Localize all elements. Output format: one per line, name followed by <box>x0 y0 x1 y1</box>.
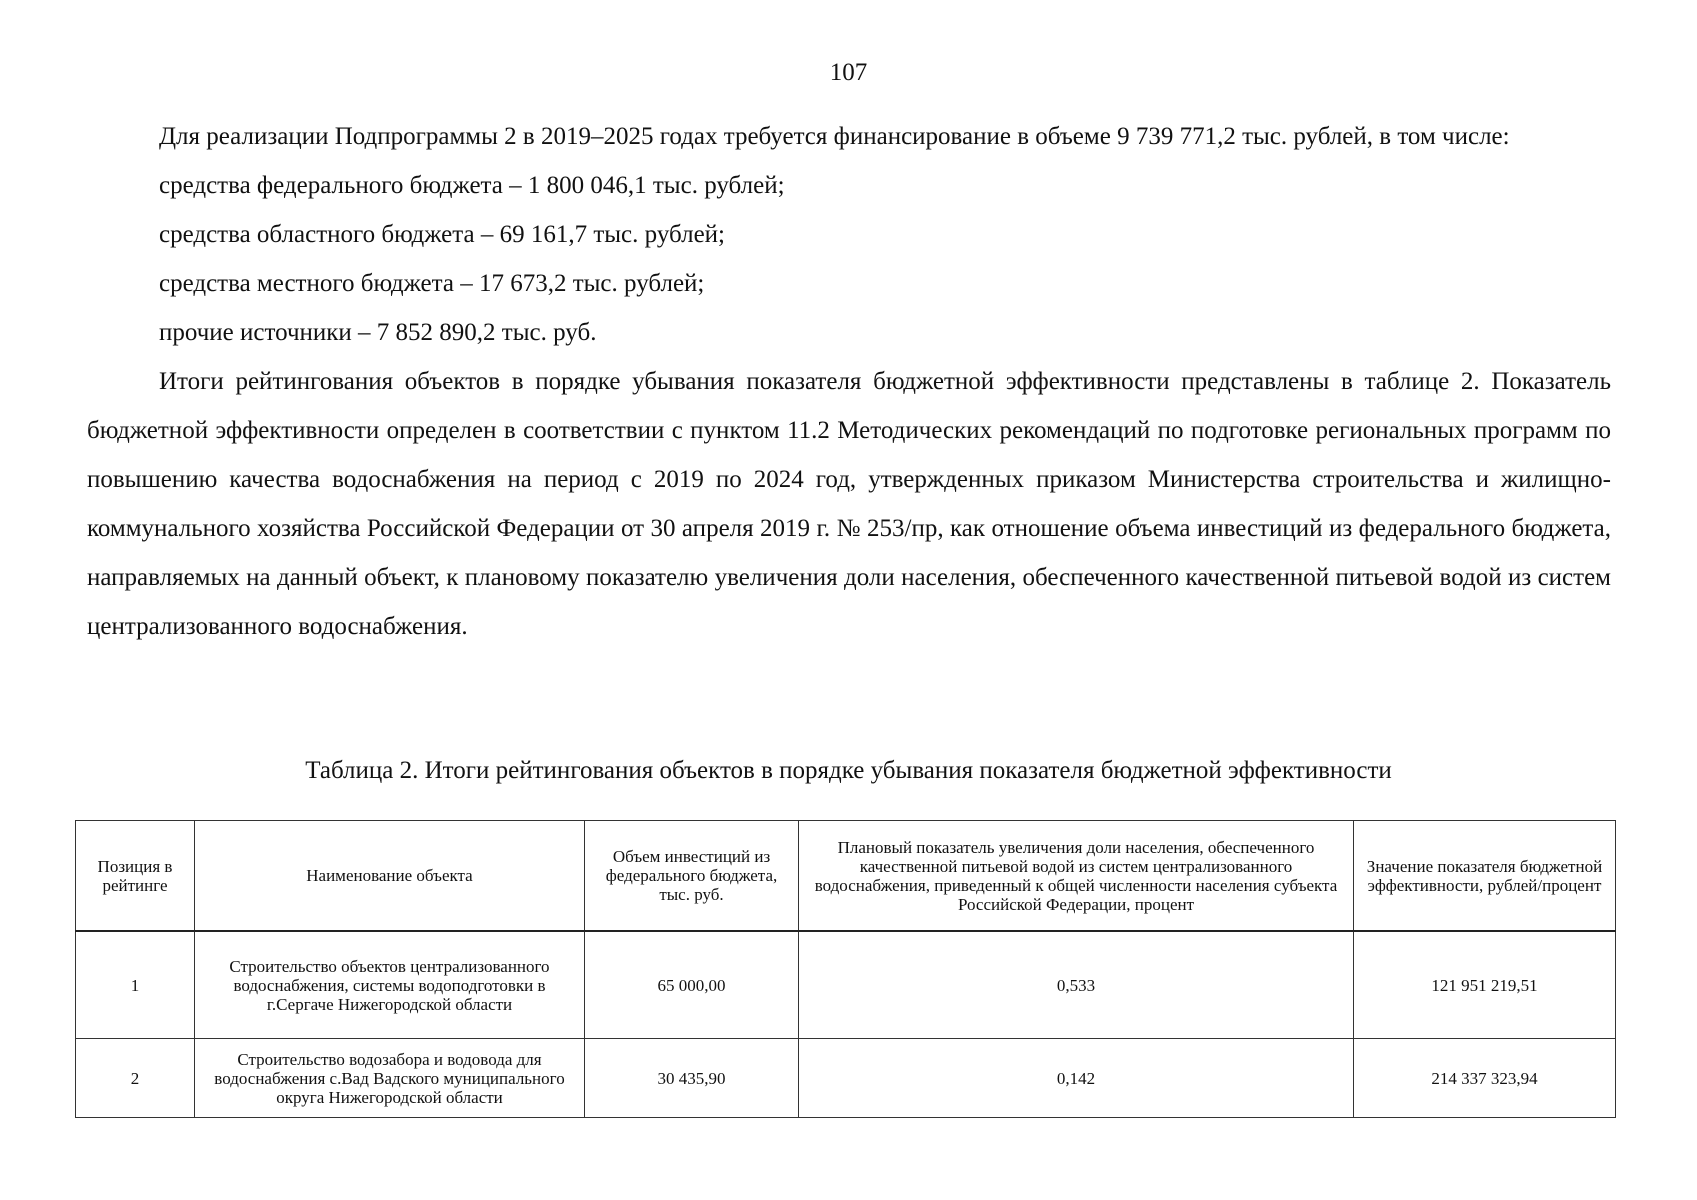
cell-position: 2 <box>76 1039 195 1118</box>
cell-efficiency-value: 214 337 323,94 <box>1354 1039 1616 1118</box>
cell-investment: 30 435,90 <box>585 1039 799 1118</box>
page-number: 107 <box>829 59 868 86</box>
cell-planned-indicator: 0,533 <box>799 931 1354 1039</box>
table-caption: Таблица 2. Итоги рейтингования объектов в порядке убывания показателя бюджетной эффективности <box>305 757 1392 784</box>
cell-planned-indicator: 0,142 <box>799 1039 1354 1118</box>
header-efficiency-value: Значение показателя бюджетной эффективности, рублей/процент <box>1354 821 1616 932</box>
list-item-federal-budget: средства федерального бюджета – 1 800 046,1 тыс. рублей; <box>159 172 785 199</box>
list-item-local-budget: средства местного бюджета – 17 673,2 тыс. рублей; <box>159 270 705 297</box>
list-item-regional-budget: средства областного бюджета – 69 161,7 тыс. рублей; <box>159 221 725 248</box>
header-investment: Объем инвестиций из федерального бюджета, тыс. руб. <box>585 821 799 932</box>
cell-efficiency-value: 121 951 219,51 <box>1354 931 1616 1039</box>
cell-object-name: Строительство водозабора и водовода для водоснабжения с.Вад Вадского муниципального округа Нижегородской области <box>195 1039 585 1118</box>
list-item-other-sources: прочие источники – 7 852 890,2 тыс. руб. <box>159 319 597 346</box>
header-object-name: Наименование объекта <box>195 821 585 932</box>
cell-object-name: Строительство объектов централизованного водоснабжения, системы водоподготовки в г.Сергаче Нижегородской области <box>195 931 585 1039</box>
paragraph-rating: Итоги рейтингования объектов в порядке убывания показателя бюджетной эффективности представлены в таблице 2. Показатель бюджетной эффективности определен в соответствии с пунктом 11.2 Методических рекомендаций по подготовке региональных программ по повышению качества водоснабжения на период с 2019 по 2024 год, утвержденных приказом Министерства строительства и жилищно-коммунального хозяйства Российской Федерации от 30 апреля 2019 г. № 253/пр, как отношение объема инвестиций из федерального бюджета, направляемых на данный объект, к плановому показателю увеличения доли населения, обеспеченного качественной питьевой водой из систем централизованного водоснабжения. <box>87 368 1611 640</box>
cell-position: 1 <box>76 931 195 1039</box>
rating-table <box>75 820 1616 1118</box>
body-text <box>87 112 1611 651</box>
table-row <box>76 1039 1616 1118</box>
header-position: Позиция в рейтинге <box>76 821 195 932</box>
paragraph-financing: Для реализации Подпрограммы 2 в 2019–2025 годах требуется финансирование в объеме 9 739 771,2 тыс. рублей, в том числе: <box>159 123 1510 150</box>
cell-investment: 65 000,00 <box>585 931 799 1039</box>
table-header-row <box>76 821 1616 932</box>
table-row <box>76 931 1616 1039</box>
header-planned-indicator: Плановый показатель увеличения доли населения, обеспеченного качественной питьевой водой из систем централизованного водоснабжения, приведенный к общей численности населения субъекта Российской Федерации, процент <box>799 821 1354 932</box>
